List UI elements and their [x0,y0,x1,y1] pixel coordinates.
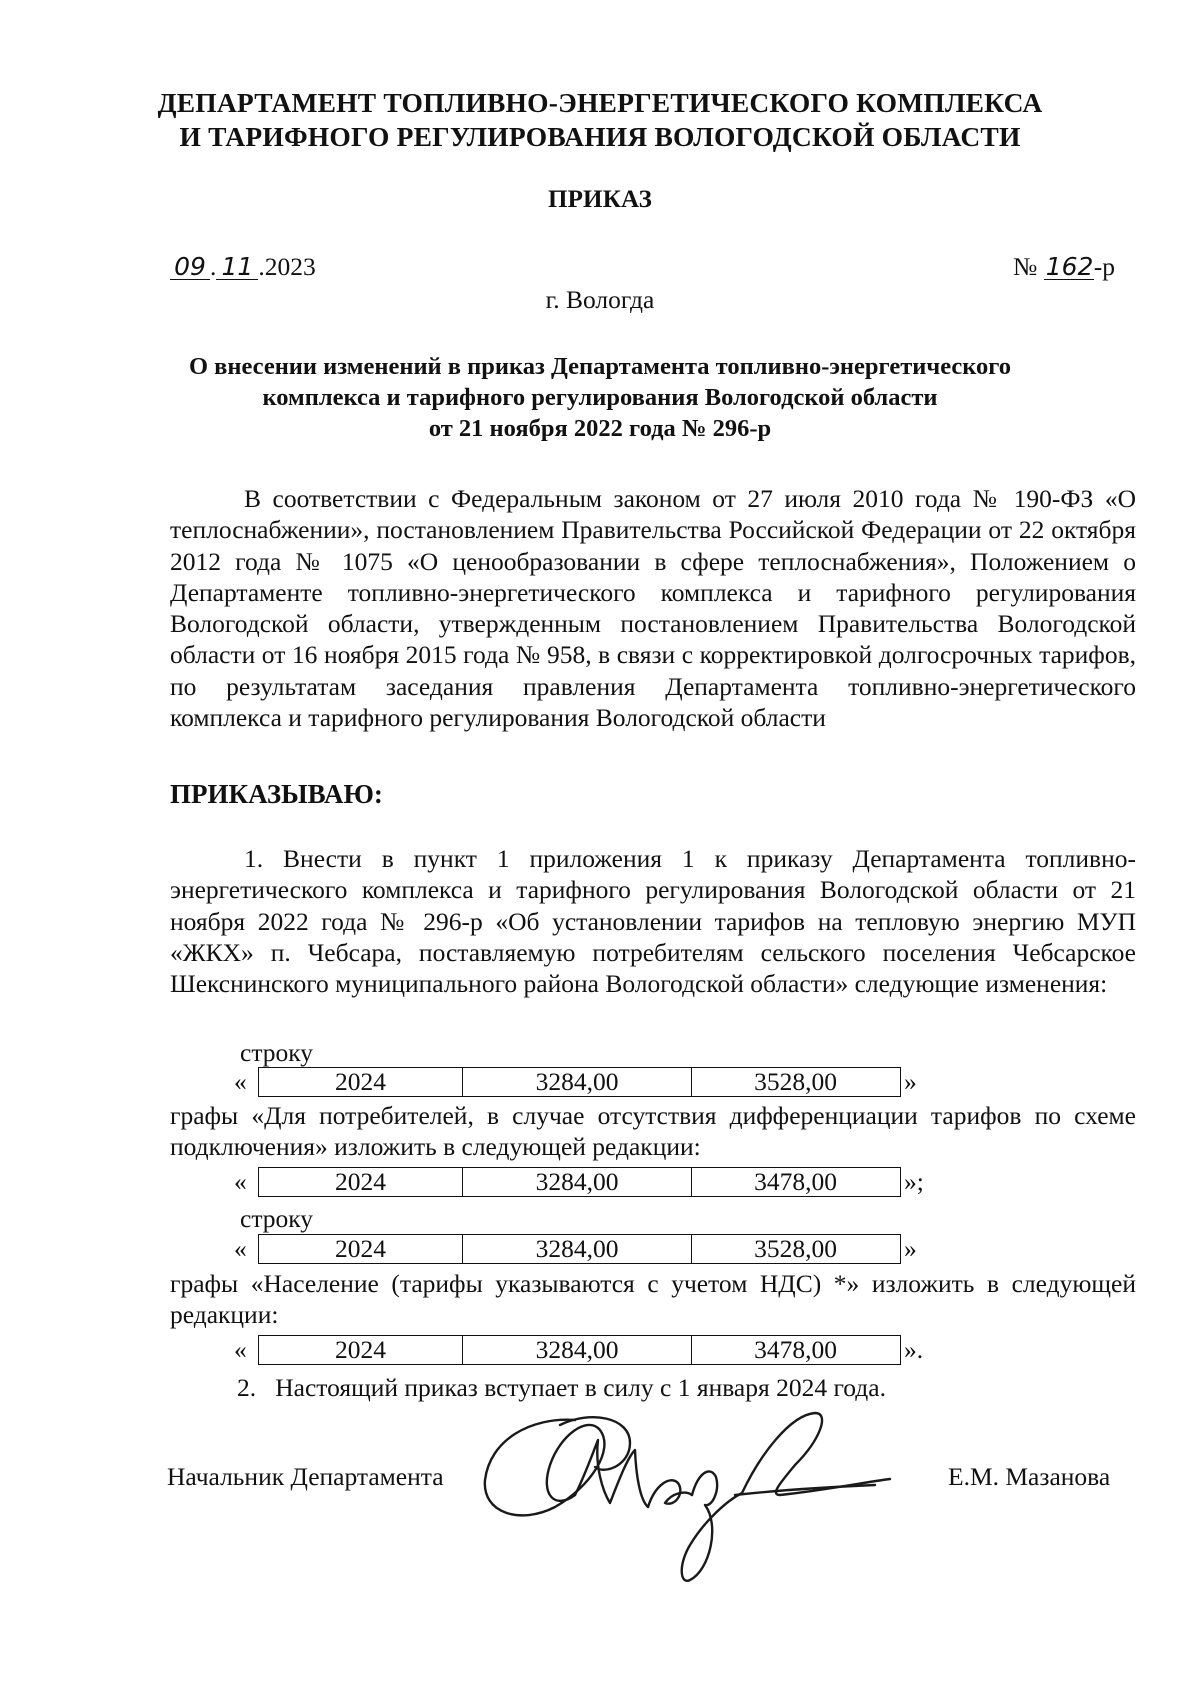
quote-open: « [234,1335,247,1364]
date-separator: . [210,252,217,281]
number-value: 162 [1045,252,1094,281]
cell-year: 2024 [335,1335,386,1364]
title-line2: комплекса и тарифного регулирования Вологодской области [262,384,938,411]
quote-open: « [234,1067,247,1096]
number-suffix: -р [1093,252,1115,281]
order-word: ПРИКАЗЫВАЮ: [170,779,383,809]
quote-close: »; [904,1167,924,1196]
quote-close: ». [904,1335,924,1364]
cell-value-1: 3284,00 [462,1168,691,1196]
city: г. Вологда [545,285,655,314]
cell-value-1: 3284,00 [462,1068,691,1096]
document-type: ПРИКАЗ [547,186,653,213]
item-2: 2. Настоящий приказ вступает в силу с 1 января 2024 года. [237,1373,886,1402]
cell-year: 2024 [335,1067,386,1096]
cell-value-2: 3528,00 [691,1068,899,1096]
date-day: 09 [170,255,210,280]
cell-year: 2024 [335,1234,386,1263]
department-name-line1: ДЕПАРТАМЕНТ ТОПЛИВНО-ЭНЕРГЕТИЧЕСКОГО КОМПЛЕКСА [157,87,1043,118]
row-label-1: строку [240,1038,314,1067]
cell-value-1: 3284,00 [462,1336,691,1364]
cell-year: 2024 [335,1167,386,1196]
document-number [1013,252,1115,282]
handwritten-signature [480,1395,900,1595]
cell-value-1: 3284,00 [462,1235,691,1263]
cell-value-2: 3478,00 [691,1336,899,1364]
document-date [170,252,316,282]
cell-value-2: 3478,00 [691,1168,899,1196]
graph-2-text: графы «Население (тарифы указываются с учетом НДС) *» изложить в следующей редакции: [170,1269,1136,1330]
preamble: В соответствии с Федеральным законом от 27 июля 2010 года № 190-ФЗ «О теплоснабжении», постановлением Правительства Российской Федерации от 22 октября 2012 года № 1075 «О ценообразовании в сфере теплоснабжения», Положением о Департаменте топливно-энергетического комплекса и тарифного регулирования Вологодской области, утвержденным постановлением Правительства Вологодской области от 16 ноября 2015 года № 958, в связи с корректировкой долгосрочных тарифов, по результатам заседания правления Департамента топливно-энергетического комплекса и тарифного регулирования Вологодской области [170,484,1136,733]
table-row [258,1167,901,1197]
item-1: 1. Внести в пункт 1 приложения 1 к приказу Департамента топливно-энергетического комплекса и тарифного регулирования Вологодской области от 21 ноября 2022 года № 296-р «Об установлении тарифов на тепловую энергию МУП «ЖКХ» п. Чебсара, поставляемую потребителям сельского поселения Чебсарское Шекснинского муниципального района Вологодской области» следующие изменения: [170,844,1136,999]
row-label-2: строку [240,1204,314,1233]
signatory-name: Е.М. Мазанова [948,1462,1111,1491]
number-prefix: № [1013,252,1038,281]
graph-1-text: графы «Для потребителей, в случае отсутствия дифференциации тарифов по схеме подключения» изложить в следующей редакции: [170,1101,1136,1162]
quote-open: « [234,1234,247,1263]
department-name-line2: И ТАРИФНОГО РЕГУЛИРОВАНИЯ ВОЛОГОДСКОЙ ОБЛАСТИ [179,121,1021,152]
table-row [258,1234,901,1264]
cell-value-2: 3528,00 [691,1235,899,1263]
quote-close: » [904,1067,917,1096]
title-line3: от 21 ноября 2022 года № 296-р [428,415,772,442]
title-line1: О внесении изменений в приказ Департамента топливно-энергетического [188,353,1012,380]
date-year: .2023 [258,252,316,281]
date-month: 11 [216,255,258,280]
table-row [258,1067,901,1097]
quote-close: » [904,1234,917,1263]
quote-open: « [234,1167,247,1196]
table-row [258,1335,901,1365]
signatory-position: Начальник Департамента [167,1462,444,1491]
